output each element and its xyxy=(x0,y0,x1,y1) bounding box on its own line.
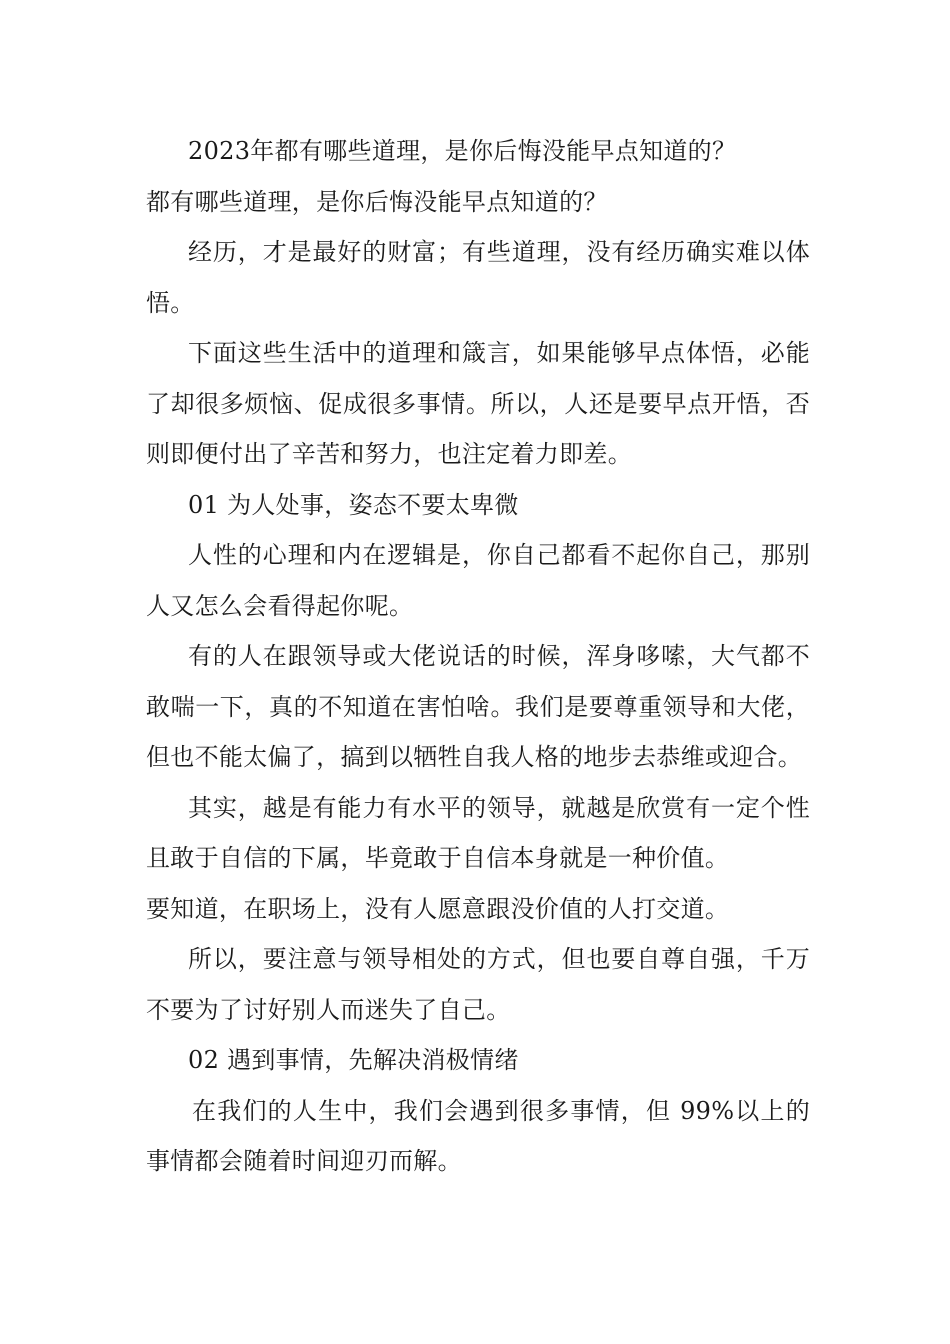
section2-paragraph-1: 在我们的人生中，我们会遇到很多事情，但 99%以上的事情都会随着时间迎刃而解。 xyxy=(146,1096,810,1175)
section1-paragraph-3: 其实，越是有能力有水平的领导，就越是欣赏有一定个性且敢于自信的下属，毕竟敢于自信本身就是一种价值。 xyxy=(146,793,810,872)
paragraph-intro-1: 经历，才是最好的财富；有些道理，没有经历确实难以体悟。 xyxy=(146,238,810,317)
document-body xyxy=(146,126,810,1187)
section-heading-02: 02 遇到事情，先解决消极情绪 xyxy=(188,1046,519,1074)
document-subtitle: 都有哪些道理，是你后悔没能早点知道的？ xyxy=(146,187,608,216)
paragraph-intro-2: 下面这些生活中的道理和箴言，如果能够早点体悟，必能了却很多烦恼、促成很多事情。所以，人还是要早点开悟，否则即便付出了辛苦和努力，也注定着力即差。 xyxy=(146,339,810,468)
section1-paragraph-2: 有的人在跟领导或大佬说话的时候，浑身哆嗦，大气都不敢喘一下，真的不知道在害怕啥。我们是要尊重领导和大佬，但也不能太偏了，搞到以牺牲自我人格的地步去恭维或迎合。 xyxy=(146,642,810,771)
section1-paragraph-1: 人性的心理和内在逻辑是，你自己都看不起你自己，那别人又怎么会看得起你呢。 xyxy=(146,541,810,620)
section1-paragraph-5: 所以，要注意与领导相处的方式，但也要自尊自强，千万不要为了讨好别人而迷失了自己。 xyxy=(146,945,810,1024)
section-heading-01: 01 为人处事，姿态不要太卑微 xyxy=(188,490,519,519)
document-title: 2023年都有哪些道理，是你后悔没能早点知道的？ xyxy=(188,137,737,165)
section1-paragraph-4: 要知道，在职场上，没有人愿意跟没价值的人打交道。 xyxy=(146,894,730,923)
